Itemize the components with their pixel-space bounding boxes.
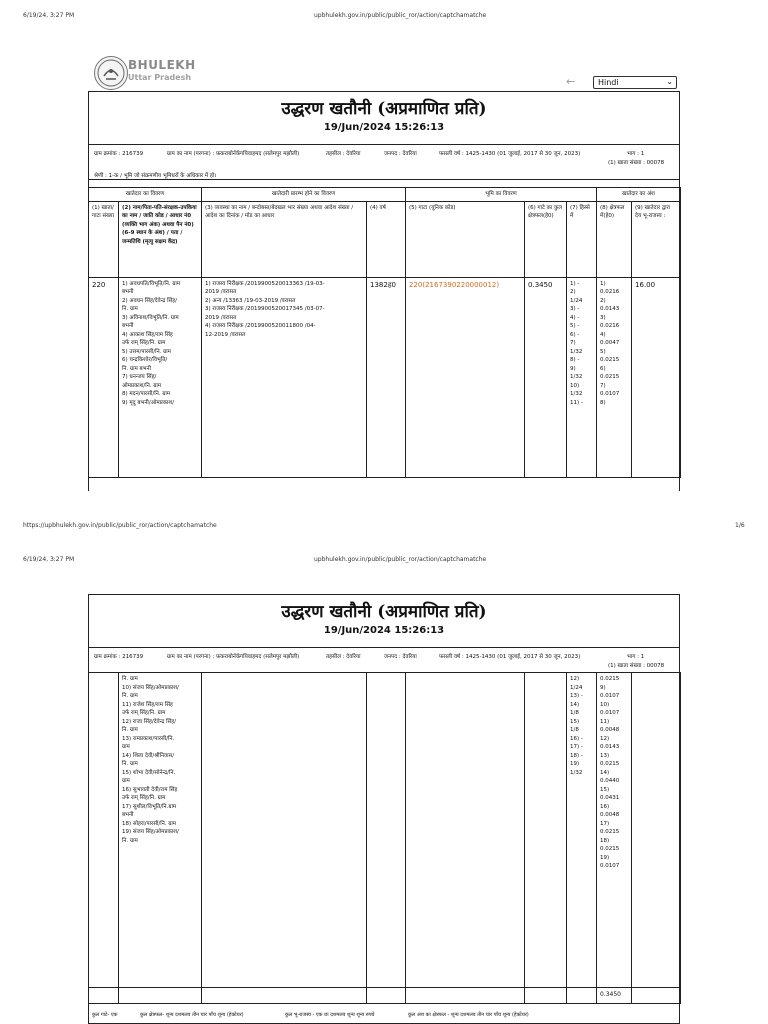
share-area-line: 7) <box>600 382 606 389</box>
col-header-4: (4) वर्ष <box>367 201 406 277</box>
owner-line: नि. ग्राम <box>122 693 138 700</box>
share-line: 13) - <box>570 693 583 700</box>
share-area-line: 0.0215 <box>600 374 620 381</box>
col-header-2: (2) नाम/पिता-पति-संरक्षक-उपकिया का नाम / जाति कोड / आधार नं0 (व्यक्ति भाग अंक) अथवा पैन नं0) (6-9 स्थान के अंश) / पता / जन्मतिथि (मृत्यु सक्षम केंद्र) <box>119 201 202 277</box>
owner-line: उर्फ राम् सिंह/नि. ग्राम <box>122 795 166 802</box>
table-row <box>89 673 681 988</box>
village-code-2: ग्राम क्रमांक : 216739 <box>94 654 144 660</box>
empty-cell <box>525 988 567 1004</box>
village-name-2: ग्राम का नाम (परगना) : फ़कराबोनॅर्कगयिवाहमद (सलेमपुर मझौली) <box>167 654 300 660</box>
khatauni-table-page-1 <box>88 187 681 478</box>
share-area-line: 0.0431 <box>600 795 620 802</box>
tehsil: तहसील : देवरिया <box>326 151 361 157</box>
share-line: 4) - <box>570 314 580 321</box>
footer-total-share-area: कुल अंश का क्षेत्रफल - शून्य दशमलव तीन चार पाँच शून्य (हेक्टेयर) <box>408 1012 529 1018</box>
revenue-cell: 16.00 <box>632 277 681 477</box>
share-area-line: 16) <box>600 803 610 810</box>
owner-line: 9) मृदु बभनी/ओमप्रकाश/ <box>122 399 174 406</box>
empty-cell <box>525 673 567 988</box>
owner-line: 16) सुभावती देवी/राम सिंह <box>122 786 178 793</box>
col-header-1: (1) खाता/ गाटा संख्या <box>89 201 119 277</box>
share-area-line: 0.0143 <box>600 744 620 751</box>
share-line: 1) - <box>570 280 580 287</box>
order-line: 2) अन्य /13363 /19-03-2019 /वरासत <box>205 297 296 304</box>
share-area-line: 0.0048 <box>600 727 620 734</box>
empty-cell <box>202 988 367 1004</box>
share-line: 7) <box>570 340 576 347</box>
back-arrow-icon[interactable]: ← <box>566 75 576 88</box>
village-code: ग्राम क्रमांक : 216739 <box>94 151 144 157</box>
owner-line: नि. ग्राम <box>122 306 138 313</box>
area-cell: 0.3450 <box>525 277 567 477</box>
orders-cell <box>202 277 367 477</box>
share-area-line: 18) <box>600 837 610 844</box>
share-area-line: 0.0047 <box>600 340 620 347</box>
tehsil-2: तहसील : देवरिया <box>326 654 361 660</box>
empty-cell <box>202 673 367 988</box>
share-line: 15) <box>570 718 580 725</box>
document-title-2: उद्धरण खतौनी (अप्रमाणित प्रति) <box>281 602 487 622</box>
share-line: 16) - <box>570 735 583 742</box>
share-area-line: 0.0107 <box>600 391 620 398</box>
share-line: 1/32 <box>570 374 583 381</box>
owner-line: ग्राम <box>122 744 130 751</box>
khata-number-cell: 220 <box>89 277 119 477</box>
owners-cell-page-1 <box>119 277 202 477</box>
share-line: 1/8 <box>570 710 579 717</box>
order-line: 4) राजस्व निरीक्षक /2019900520011800 /04- <box>205 323 316 330</box>
owner-line: 19) संजय सिंह/ओमप्रकाश/ <box>122 829 179 836</box>
col-header-7: (7) हिस्से में <box>567 201 597 277</box>
share-line: 3) - <box>570 306 580 313</box>
district: जनपद : देवरिया <box>384 151 417 157</box>
share-area-line: 9) <box>600 684 606 691</box>
share-line: 1/24 <box>570 297 583 304</box>
share-line: 9) <box>570 365 576 372</box>
khata-number: (1) खाता संख्या : 00078 <box>608 160 665 166</box>
share-line: 12) <box>570 676 580 682</box>
share-area-line: 0.0440 <box>600 778 620 785</box>
share-area-line: 0.0048 <box>600 812 620 819</box>
share-area-line: 13) <box>600 752 610 759</box>
empty-cell <box>367 673 406 988</box>
owner-line: 4) आकाश सिंह/राम सिंह <box>122 331 173 338</box>
owner-line: ओमप्रकाश/नि. ग्राम <box>122 382 162 389</box>
total-area-cell: 0.3450 <box>597 988 632 1004</box>
share-area-line: 2) <box>600 297 606 304</box>
khatauni-table-page-2 <box>88 672 681 1004</box>
areas-cell-page-1 <box>597 277 632 477</box>
share-area-line: 0.0107 <box>600 693 620 700</box>
share-area-line: 19) <box>600 854 610 861</box>
language-select-value: Hindi <box>598 78 619 87</box>
order-line: 1) राजस्व निरीक्षक /2019900520013363 /19-03- <box>205 280 325 287</box>
share-area-line: 4) <box>600 331 606 338</box>
owner-line: उर्फ राम् सिंह/नि. ग्राम <box>122 710 166 717</box>
order-line: 2019 /वरासत <box>205 289 237 296</box>
part-2: भाग : 1 <box>627 654 645 660</box>
owner-line: उर्फ राम् सिंह/नि. ग्राम <box>122 340 166 347</box>
share-line: 5) - <box>570 323 580 330</box>
print-timestamp-2: 6/19/24, 3:27 PM <box>23 556 75 563</box>
owner-line: 3) अविनाश/विभूति/नि. ग्राम <box>122 314 179 321</box>
empty-cell <box>406 673 525 988</box>
fasli-year-2: फसली वर्ष : 1425-1430 (01 जुलाई, 2017 से 30 जून, 2023) <box>439 654 581 660</box>
fasli-year: फसली वर्ष : 1425-1430 (01 जुलाई, 2017 से 30 जून, 2023) <box>439 151 581 157</box>
owner-line: 8) मदन/पारसी/नि. ग्राम <box>122 391 171 398</box>
owner-line: 7) धनन्जय सिंह/ <box>122 374 157 381</box>
footer-total-revenue: कुल भू-राजस्व - एक छः दशमलव शून्य शून्य रुपये <box>285 1012 375 1018</box>
share-line: 10) <box>570 382 580 389</box>
category-text: श्रेणी : 1-क / भूमि जो संक्रमणीय भूमिधरों के अधिकार में हो। <box>94 173 217 179</box>
share-area-line: 10) <box>600 701 610 708</box>
order-line: 3) राजस्व निरीक्षक /2019900520017345 /03-07- <box>205 306 325 313</box>
print-footer-url: https://upbhulekh.gov.in/public/public_ror/action/captchamatche <box>23 522 217 529</box>
year-cell: 1382ह0 <box>367 277 406 477</box>
empty-cell <box>632 988 681 1004</box>
share-line: 8) - <box>570 357 580 364</box>
share-line: 1/32 <box>570 769 583 776</box>
share-line: 1/8 <box>570 727 579 734</box>
owner-line: 10) संजय सिंह/ओमप्रकाश/ <box>122 684 179 691</box>
share-line: 18) - <box>570 752 583 759</box>
col-header-5: (5) गाटा (यूनिक कोड) <box>406 201 525 277</box>
owner-line: नि. ग्राम बभनी <box>122 365 152 372</box>
print-url: upbhulekh.gov.in/public/public_ror/action/captchamatche <box>314 12 487 19</box>
owner-line: 15) शोभा देवी/सोनेन्द्र/नि. <box>122 769 176 776</box>
group-header-start: खातेदारी प्रारम्भ होने का विवरण <box>202 188 406 202</box>
col-header-9: (9) खातेदार द्वारा देय भू-राजस्व : <box>632 201 681 277</box>
document-datetime-2: 19/Jun/2024 15:26:13 <box>323 625 445 636</box>
share-line: 1/32 <box>570 391 583 398</box>
share-line: 17) - <box>570 744 583 751</box>
table-row <box>89 277 681 477</box>
empty-cell <box>89 988 119 1004</box>
district-2: जनपद : देवरिया <box>384 654 417 660</box>
empty-cell <box>89 673 119 988</box>
document-title: उद्धरण खतौनी (अप्रमाणित प्रति) <box>281 99 487 119</box>
khata-number-2: (1) खाता संख्या : 00078 <box>608 663 665 669</box>
owner-line: नि. ग्राम <box>122 676 138 682</box>
print-url-2: upbhulekh.gov.in/public/public_ror/action/captchamatche <box>314 556 487 563</box>
owner-line: बभनी <box>122 812 134 819</box>
village-name: ग्राम का नाम (परगना) : फ़कराबोनॅर्कगयिवाहमद (सलेमपुर मझौली) <box>167 151 300 157</box>
footer-total-area: कुल क्षेत्रफल- शून्य दशमलव तीन चार पाँच शून्य (हेक्टेयर) <box>140 1012 244 1018</box>
chevron-down-icon: ⌄ <box>666 77 673 86</box>
owner-line: 14) शिला देवी/श्रीनिवास/ <box>122 752 175 759</box>
owner-line: 12) राजा सिंह/देवेन्द्र सिंह/ <box>122 718 176 725</box>
footer-total-gata: कुल गाटे- एक <box>92 1012 118 1018</box>
share-line: 1/24 <box>570 684 583 691</box>
share-area-line: 5) <box>600 348 606 355</box>
share-area-line: 6) <box>600 365 606 372</box>
share-area-line: 1) <box>600 280 606 287</box>
empty-cell <box>119 988 202 1004</box>
shares-cell-page-1 <box>567 277 597 477</box>
share-area-line: 0.0215 <box>600 357 620 364</box>
owner-line: 11) राजेश सिंह/राम सिंह <box>122 701 173 708</box>
owner-line: 17) सुशील/विभूति/नि.ग्राम <box>122 803 177 810</box>
areas-cell-page-2 <box>597 673 632 988</box>
order-line: 2019 /वरासत <box>205 314 237 321</box>
share-area-line: 0.0215 <box>600 829 620 836</box>
share-area-line: 0.0107 <box>600 710 620 717</box>
col-header-8: (8) क्षेत्रफल में(हे0) <box>597 201 632 277</box>
owner-line: 1) अवधपति/विभूति/नि. ग्राम <box>122 280 181 287</box>
share-line: 1/32 <box>570 348 583 355</box>
up-emblem-logo <box>94 56 128 90</box>
share-area-line: 0.0143 <box>600 306 620 313</box>
owner-line: 5) उत्तम/पारसी/नि. ग्राम <box>122 348 171 355</box>
owner-line: 18) सोहरा/पारसी/नि. ग्राम <box>122 820 177 827</box>
shares-cell-page-2 <box>567 673 597 988</box>
empty-cell <box>367 988 406 1004</box>
share-line: 6) - <box>570 331 580 338</box>
group-header-share: खातेदार का अंश <box>597 188 681 202</box>
empty-cell <box>567 988 597 1004</box>
share-line: 11) - <box>570 399 583 406</box>
order-line: 12-2019 /वरासत <box>205 331 246 338</box>
owner-line: बभनी <box>122 289 134 296</box>
empty-cell <box>632 673 681 988</box>
print-timestamp: 6/19/24, 3:27 PM <box>23 12 75 19</box>
owner-line: नि. ग्राम <box>122 761 138 768</box>
print-page-number: 1/6 <box>735 522 745 529</box>
share-area-line: 3) <box>600 314 606 321</box>
owners-cell-page-2 <box>119 673 202 988</box>
gata-link[interactable]: 220(2167390220000012) <box>406 277 525 477</box>
share-area-line: 17) <box>600 820 610 827</box>
total-row <box>89 988 681 1004</box>
owner-line: ग्राम <box>122 778 130 785</box>
share-area-line: 0.0215 <box>600 846 620 853</box>
share-line: 19) <box>570 761 580 768</box>
share-line: 14) <box>570 701 580 708</box>
share-area-line: 15) <box>600 786 610 793</box>
share-area-line: 0.0216 <box>600 323 620 330</box>
share-area-line: 0.0215 <box>600 676 620 682</box>
owner-line: नि. ग्राम <box>122 727 138 734</box>
share-area-line: 8) <box>600 399 606 406</box>
share-area-line: 0.0107 <box>600 863 620 870</box>
owner-line: 2) अवधन सिंह/देवेन्द्र सिंह/ <box>122 297 178 304</box>
owner-line: नि. ग्राम <box>122 837 138 844</box>
group-header-owner: खातेदार का विवरण <box>89 188 202 202</box>
col-header-6: (6) गाटे का कुल क्षेत्रफल(हे0) <box>525 201 567 277</box>
brand-name: BHULEKH <box>128 58 196 72</box>
col-header-3: (3) व्यवस्था का नाम / बन्दोबस्त/बेदखल भार संख्या अथवा आदेश संख्या / आदेश का दिनांक / मोड का आधार <box>202 201 367 277</box>
brand-state: Uttar Pradesh <box>128 73 192 82</box>
share-area-line: 11) <box>600 718 610 725</box>
owner-line: बभनी <box>122 323 134 330</box>
share-line: 2) <box>570 289 576 296</box>
group-header-land: भूमि का विवरण <box>406 188 597 202</box>
document-datetime: 19/Jun/2024 15:26:13 <box>323 122 445 133</box>
owner-line: 6) चन्द्रकिशोर/विभूति/ <box>122 357 168 364</box>
part: भाग : 1 <box>627 151 645 157</box>
share-area-line: 14) <box>600 769 610 776</box>
share-area-line: 12) <box>600 735 610 742</box>
share-area-line: 0.0215 <box>600 761 620 768</box>
language-select[interactable] <box>593 76 677 89</box>
empty-cell <box>406 988 525 1004</box>
share-area-line: 0.0216 <box>600 289 620 296</box>
owner-line: 13) रामप्रकाश/पारसी/नि. <box>122 735 175 742</box>
